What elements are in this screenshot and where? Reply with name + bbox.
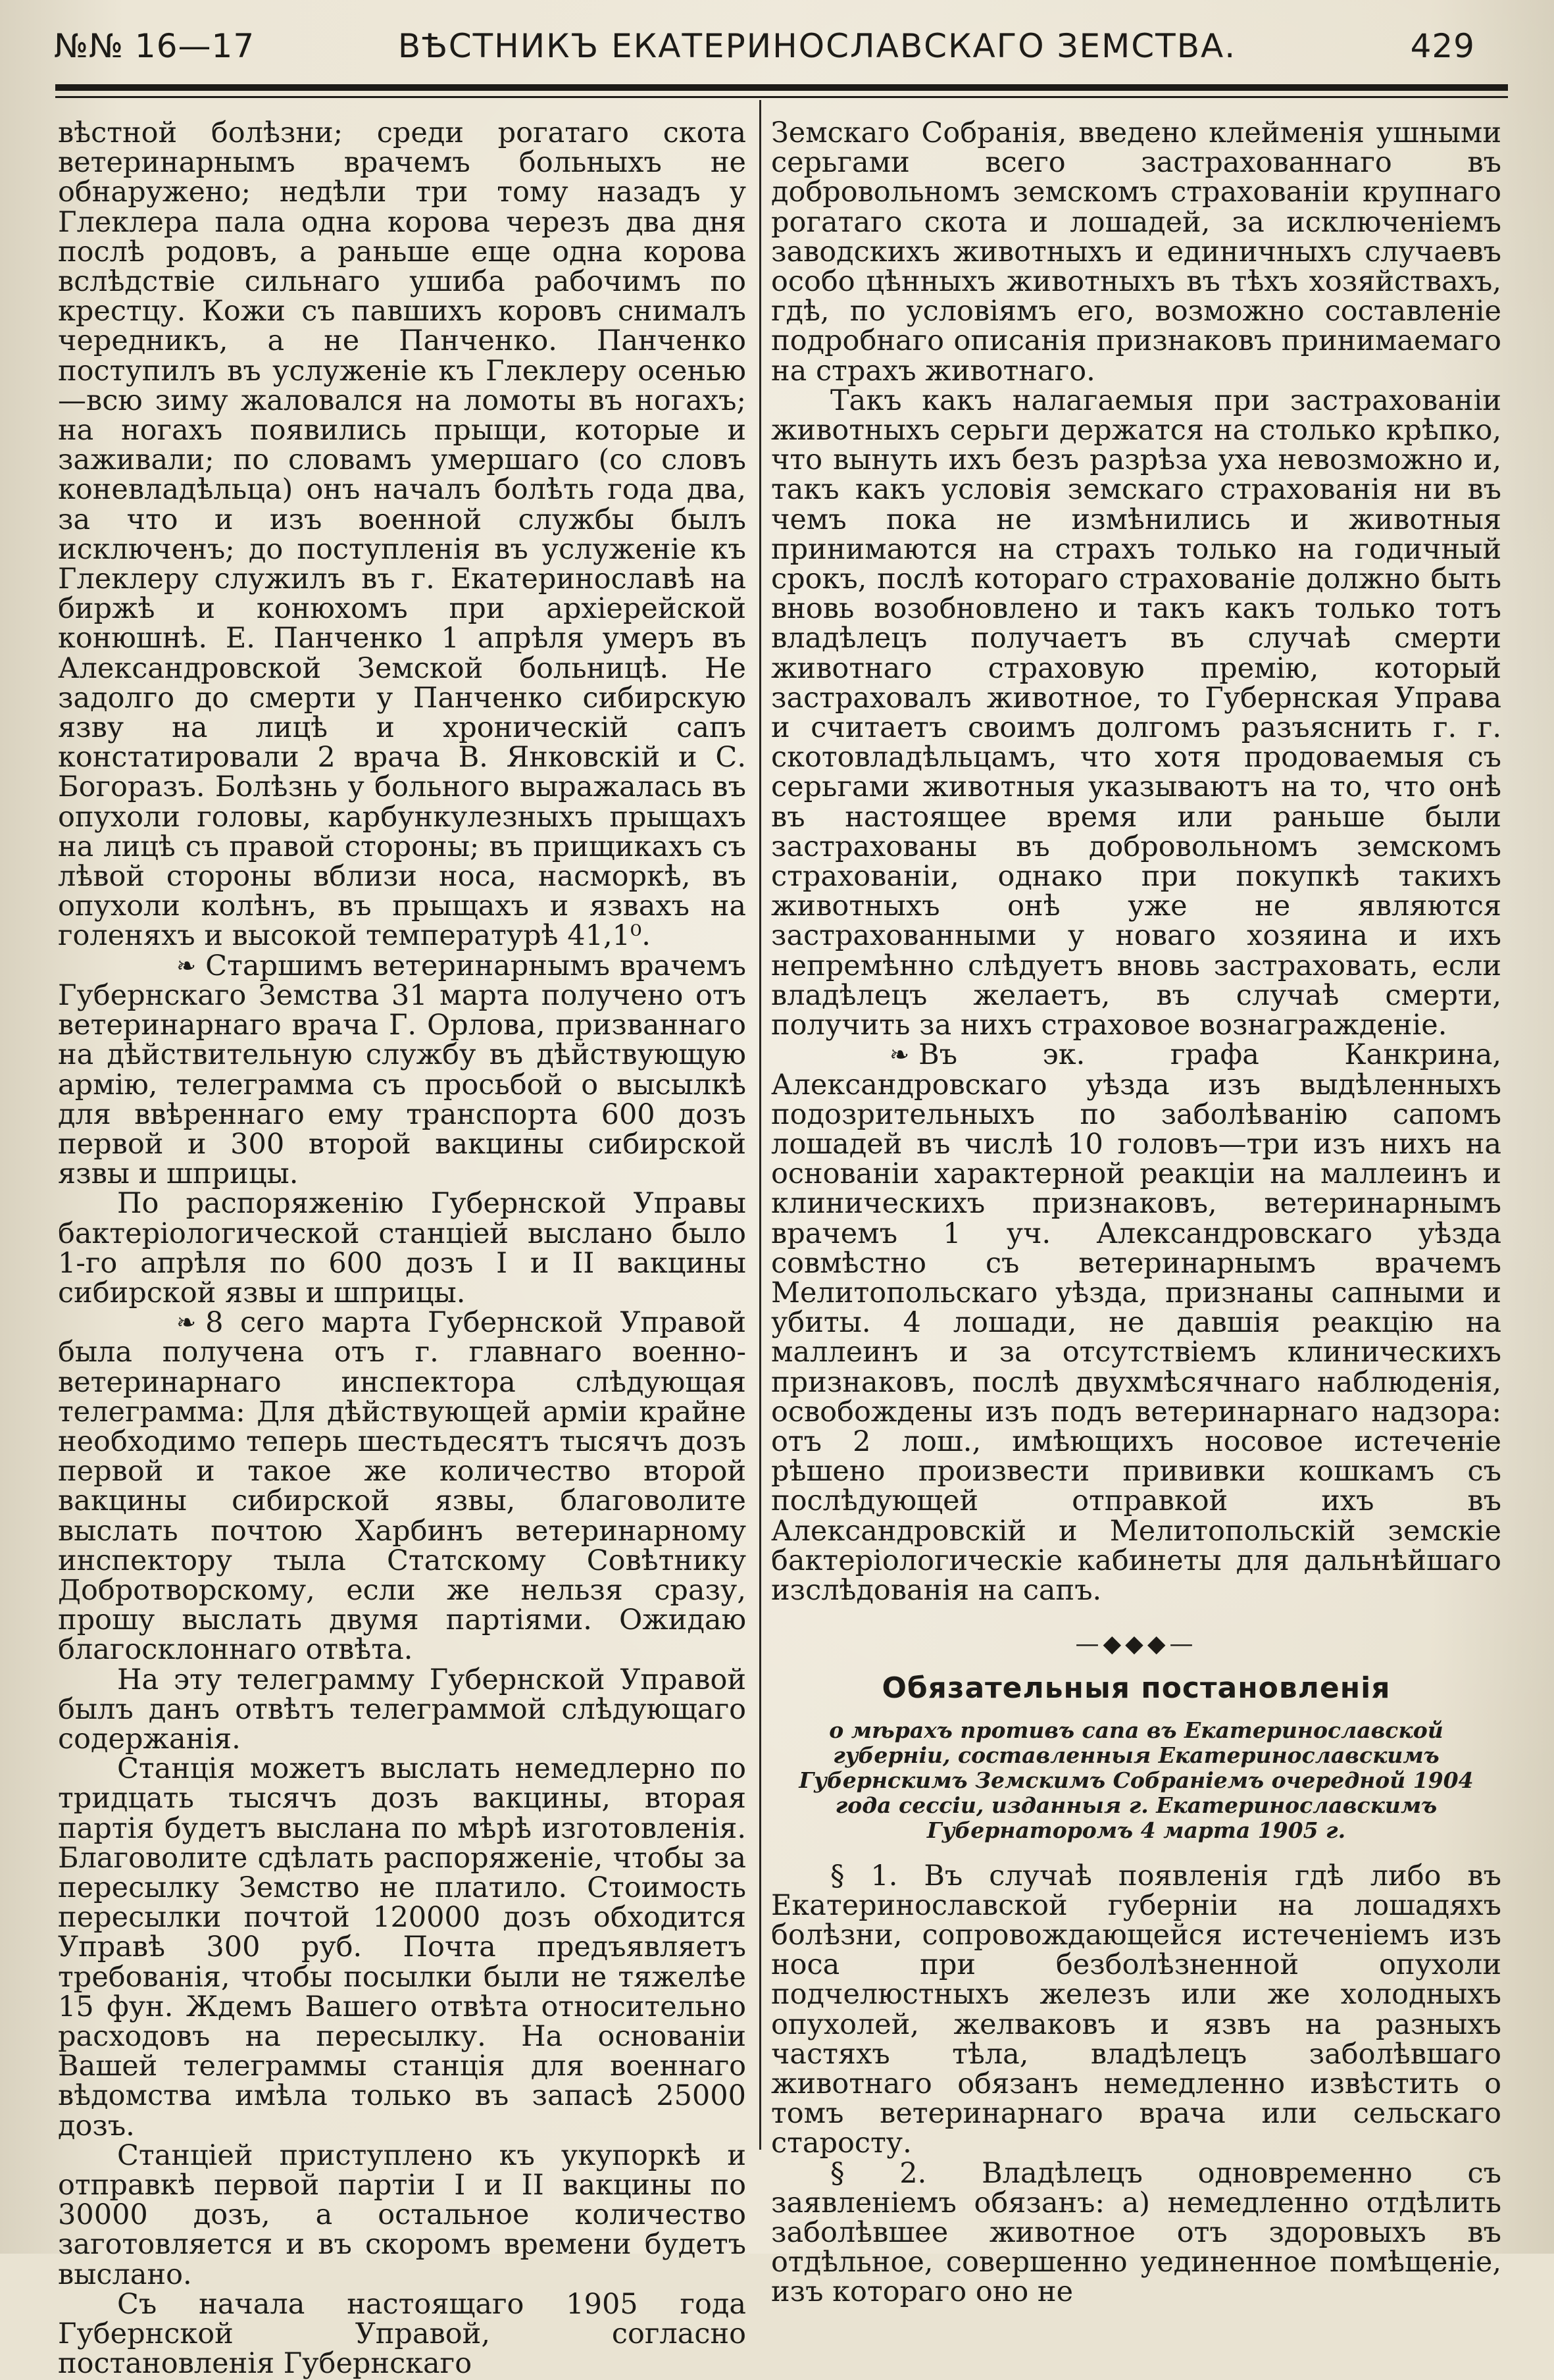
paragraph: Съ начала настоящаго 1905 года Губернской Управой, согласно постановленія Губернскаго (58, 2287, 746, 2380)
paragraph: Станція можетъ выслать немедлерно по тридцать тысячъ дозъ вакцины, вторая партія будетъ выслана по мѣрѣ изготовленія. Благоволите сдѣлать распоряженіе, чтобы за пересылку Земство не платило. Стоимость пересылки почтой 120000 дозъ обходится Управѣ 300 руб. Почта предъявляетъ требованія, чтобы посылки были не тяжелѣе 15 фун. Ждемъ Вашего отвѣта относительно расходовъ на пересылку. На основаніи Вашей телеграммы станція для военнаго вѣдомства имѣла только въ запасѣ 25000 дозъ. (58, 1752, 746, 2142)
paragraph: По распоряженію Губернской Управы бактеріологической станціей выслано было 1-го апрѣля по 600 дозъ I и II вакцины сибирской язвы и шприцы. (58, 1187, 746, 1309)
paragraph: Земскаго Собранія, введено клейменія ушными серьгами всего застрахованнаго въ добровольномъ земскомъ страхованіи крупнаго рогатаго скота и лошадей, за исключеніемъ заводскихъ животныхъ и единичныхъ случаевъ особо цѣнныхъ животныхъ въ тѣхъ хозяйствахъ, гдѣ, по условіямъ его, возможно составленіе подробнаго описанія признаковъ принимаемаго на страхъ животнаго. (771, 116, 1501, 388)
section-subtitle: о мѣрахъ противъ сапа въ Екатеринославской губерніи, составленныя Екатеринославскимъ Губернскимъ Земскимъ Собраніемъ очередной 1904 года сессіи, изданныя г. Екатеринославскимъ Губернаторомъ 4 марта 1905 г. (799, 1717, 1474, 1843)
page-number: 429 (1410, 27, 1475, 65)
paragraph: § 2. Владѣлецъ одновременно съ заявленіемъ обязанъ: а) немедленно отдѣлить заболѣвшее животное отъ здоровыхъ въ отдѣльное, совершенно уединенное помѣщеніе, изъ котораго оно не (771, 2156, 1501, 2309)
paragraph (771, 1040, 1501, 1606)
leaf-ornament-icon: ❧ (176, 1309, 197, 1337)
left-column (58, 118, 746, 2379)
paragraph-text: Старшимъ ветеринарнымъ врачемъ Губернскаго Земства 31 марта получено отъ ветеринарнаго врача Г. Орлова, призваннаго на дѣйствительную службу въ дѣйствующую армію, телеграмма съ просьбой о высылкѣ для ввѣреннаго ему транспорта 600 дозъ первой и 300 второй вакцины сибирской язвы и шприцы. (58, 949, 746, 1191)
journal-title: ВѢСТНИКЪ ЕКАТЕРИНОСЛАВСКАГО ЗЕМСТВА. (397, 27, 1237, 65)
paragraph: Станціей приступлено къ укупоркѣ и отправкѣ первой партіи I и II вакцины по 30000 дозъ, а остальное количество заготовляется и въ скоромъ времени будетъ выслано. (58, 2139, 746, 2291)
paragraph: вѣстной болѣзни; среди рогатаго скота ветеринарнымъ врачемъ больныхъ не обнаружено; недѣли три тому назадъ у Глеклера пала одна корова черезъ два дня послѣ родовъ, а раньше еще одна корова вслѣдствіе сильнаго ушиба рабочимъ по крестцу. Кожи съ павшихъ коровъ снималъ чередникъ, а не Панченко. Панченко поступилъ въ услуженіе къ Глеклеру осенью—всю зиму жаловался на ломоты въ ногахъ; на ногахъ появились прыщи, которые и заживали; по словамъ умершаго (со словъ коневладѣльца) онъ началъ болѣть года два, за что и изъ военной службы былъ исключенъ; до поступленія въ услуженіе къ Глеклеру служилъ въ г. Екатеринославѣ на биржѣ и конюхомъ при архіерейской конюшнѣ. Е. Панченко 1 апрѣля умеръ въ Александровской Земской больницѣ. Не задолго до смерти у Панченко сибирскую язву на лицѣ и хроническій сапъ констатировали 2 врача В. Янковскій и С. Богоразъ. Болѣзнь у больного выражалась въ опухоли головы, карбункулезныхъ прыщахъ на лицѣ съ правой стороны; въ прищикахъ съ лѣвой стороны вблизи носа, насморкѣ, въ опухоли колѣнъ, въ прыщахъ и язвахъ на голеняхъ и высокой температурѣ 41,1⁰. (58, 116, 746, 953)
paragraph-text: 8 сего марта Губернской Управой была получена отъ г. главнаго военно-ветеринарнаго инспектора слѣдующая телеграмма: Для дѣйствующей арміи крайне необходимо теперь шестьдесятъ тысячъ дозъ первой и такое же количество второй вакцины сибирской язвы, благоволите выслать почтою Харбинъ ветеринарному инспектору тыла Статскому Совѣтнику Добротворскому, если же нельзя сразу, прошу выслать двумя партіями. Ожидаю благосклоннаго отвѣта. (58, 1306, 746, 1667)
header-rule-thin (55, 96, 1508, 98)
leaf-ornament-icon: ❧ (890, 1042, 910, 1069)
paragraph: Такъ какъ налагаемыя при застрахованіи животныхъ серьги держатся на столько крѣпко, что вынуть ихъ безъ разрѣза уха невозможно и, такъ какъ условія земскаго страхованія ни въ чемъ пока не измѣнились и животныя принимаются на страхъ только на годичный срокъ, послѣ котораго страхованіе должно быть вновь возобновлено и такъ какъ только тотъ владѣлецъ получаетъ въ случаѣ смерти животнаго страховую премію, который застраховалъ животное, то Губернская Управа и считаетъ своимъ долгомъ разъяснить г. г. скотовладѣльцамъ, что хотя продоваемыя съ серьгами животныя указываютъ на то, что онѣ въ настоящее время или раньше были застрахованы въ добровольномъ земскомъ страхованіи, однако при покупкѣ такихъ животныхъ онѣ уже не являются застрахованными у новаго хозяина и ихъ непремѣнно слѣдуетъ вновь застраховать, если владѣлецъ желаетъ, въ случаѣ смерти, получить за нихъ страховое вознагражденіе. (771, 384, 1501, 1042)
page-header (54, 20, 1508, 72)
paragraph-text: Въ эк. графа Канкрина, Александровскаго уѣзда изъ выдѣленныхъ подозрительныхъ по заболѣванію сапомъ лошадей въ числѣ 10 головъ—три изъ нихъ на основаніи характерной реакціи на маллеинъ и клиническихъ признаковъ, ветеринарнымъ врачемъ 1 уч. Александровскаго уѣзда совмѣстно съ ветеринарнымъ врачемъ Мелитопольскаго уѣзда, признаны сапными и убиты. 4 лошади, не давшія реакцію на маллеинъ и за отсутствіемъ клиническихъ признаковъ, послѣ двухмѣсячнаго наблюденія, освобождены изъ подъ ветеринарнаго надзора: отъ 2 лош., имѣющихъ носовое истеченіе рѣшено произвести прививки кошкамъ съ послѣдующей отправкой ихъ въ Александровскій и Мелитопольскій земскіе бактеріологическіе кабинеты для дальнѣйшаго изслѣдованія на сапъ. (771, 1038, 1501, 1607)
section-title: Обязательныя постановленія (882, 1671, 1391, 1706)
section-separator-icon: —◆◆◆— (1075, 1631, 1197, 1658)
header-rule-thick (55, 84, 1508, 91)
leaf-ornament-icon: ❧ (176, 952, 197, 980)
paragraph: На эту телеграмму Губернской Управой былъ данъ отвѣтъ телеграммой слѣдующаго содержанія. (58, 1663, 746, 1756)
paragraph (58, 951, 746, 1190)
column-divider (759, 100, 761, 2150)
issue-number: №№ 16—17 (54, 27, 255, 65)
paragraph: § 1. Въ случаѣ появленія гдѣ либо въ Екатеринославской губерніи на лошадяхъ болѣзни, сопровождающейся истеченіемъ изъ носа при безболѣзненной опухоли подчелюстныхъ железъ или же холодныхъ опухолей, желваковъ и язвъ на разныхъ частяхъ тѣла, владѣлецъ заболѣвшаго животнаго обязанъ немедленно извѣстить о томъ ветеринарнаго врача или сельскаго старосту. (771, 1859, 1501, 2160)
right-column (771, 118, 1501, 2308)
paragraph (58, 1308, 746, 1665)
